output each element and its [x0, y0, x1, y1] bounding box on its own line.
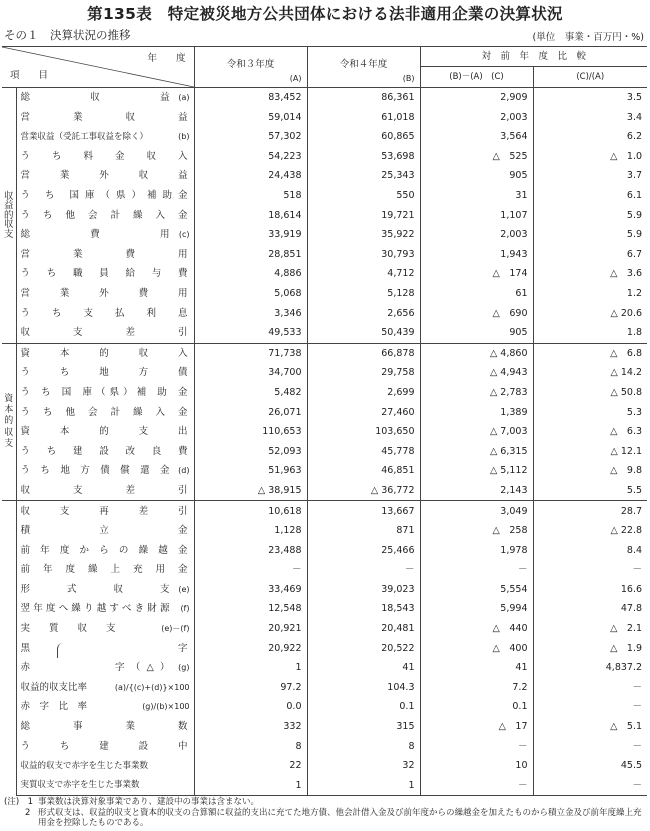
cell-r4: 30,793	[307, 245, 420, 265]
header-r3-key: (A)	[289, 74, 302, 83]
cell-diff: 2,003	[420, 108, 533, 128]
row-label-cell	[16, 481, 194, 501]
row-label-cell	[16, 206, 194, 226]
cell-ratio: 5.3	[533, 403, 647, 423]
category-label: 資本的収支	[4, 393, 14, 449]
table-row	[2, 422, 647, 442]
cell-ratio: 6.7	[533, 245, 647, 265]
cell-r4: 0.1	[307, 697, 420, 717]
cell-r3: 0.0	[194, 697, 307, 717]
row-label: う ち 地 方 債	[20, 367, 188, 379]
cell-r4: 35,922	[307, 225, 420, 245]
cell-r4: 53,698	[307, 147, 420, 167]
cell-r4: 61,018	[307, 108, 420, 128]
row-label: う ち 国 庫（県）補 助 金	[20, 386, 188, 398]
row-label-cell	[16, 639, 194, 659]
brace-mark	[57, 643, 64, 659]
cell-diff: △ 525	[420, 147, 533, 167]
cell-ratio: 5.9	[533, 225, 647, 245]
cell-diff: △ 2,783	[420, 383, 533, 403]
cell-ratio: 1.2	[533, 284, 647, 304]
row-label-key: (f)	[180, 604, 190, 614]
cell-ratio: △ 50.8	[533, 383, 647, 403]
cell-r3: 20,921	[194, 619, 307, 639]
cell-r4: 46,851	[307, 461, 420, 481]
cell-r4: △ 36,772	[307, 481, 420, 501]
cell-r4: 550	[307, 186, 420, 206]
table-row	[2, 88, 647, 108]
cell-r3: 8	[194, 737, 307, 757]
header-hikaku: 対 前 年 度 比 較	[420, 47, 647, 67]
cell-r4: 18,543	[307, 599, 420, 619]
cell-r4: 104.3	[307, 678, 420, 698]
cell-r3: 83,452	[194, 88, 307, 108]
cell-ratio: △ 5.1	[533, 717, 647, 737]
row-label-cell	[16, 88, 194, 108]
table-row	[2, 206, 647, 226]
table-row	[2, 323, 647, 343]
cell-r4: 32	[307, 756, 420, 776]
row-label-cell	[16, 127, 194, 147]
cell-diff: △ 7,003	[420, 422, 533, 442]
table-row	[2, 619, 647, 639]
cell-r3: 20,922	[194, 639, 307, 659]
row-label-key: (e)－(f)	[161, 623, 190, 633]
cell-r4: 13,667	[307, 501, 420, 521]
cell-ratio: 3.5	[533, 88, 647, 108]
table-row	[2, 678, 647, 698]
row-label-cell	[16, 678, 194, 698]
table-row	[2, 166, 647, 186]
cell-r4: 66,878	[307, 343, 420, 363]
row-label: 収 支 差 引	[20, 484, 188, 496]
row-label: う ち 支 払 利 息	[20, 307, 188, 319]
cell-ratio: 28.7	[533, 501, 647, 521]
cell-diff: △ 17	[420, 717, 533, 737]
cell-r4: 103,650	[307, 422, 420, 442]
row-label-cell	[16, 383, 194, 403]
row-label: 営 業 外 費 用	[20, 287, 188, 299]
row-label: 積 立 金	[20, 525, 188, 537]
note-1	[4, 797, 646, 808]
cell-ratio: 3.4	[533, 108, 647, 128]
cell-ratio: △ 1.0	[533, 147, 647, 167]
row-label-key: (a)	[178, 92, 190, 102]
table-row	[2, 717, 647, 737]
cell-r3: 5,482	[194, 383, 307, 403]
cell-diff: －	[420, 776, 533, 796]
cell-r3: 1,128	[194, 521, 307, 541]
cell-ratio: △ 2.1	[533, 619, 647, 639]
category-label: 収益的収支	[3, 190, 14, 240]
table-row	[2, 756, 647, 776]
row-label-cell	[16, 756, 194, 776]
cell-ratio: 47.8	[533, 599, 647, 619]
cell-r3: 1	[194, 776, 307, 796]
note-2	[4, 808, 646, 829]
cell-diff: 41	[420, 658, 533, 678]
header-r3-label: 令和３年度	[226, 59, 275, 71]
cell-r3: －	[194, 560, 307, 580]
header-ratio: (C)/(A)	[533, 67, 647, 88]
row-label-cell	[16, 737, 194, 757]
cell-ratio: △ 1.9	[533, 639, 647, 659]
table-row	[2, 264, 647, 284]
cell-diff: 10	[420, 756, 533, 776]
cell-r3: 34,700	[194, 363, 307, 383]
cell-r3: 49,533	[194, 323, 307, 343]
table-row	[2, 599, 647, 619]
row-label: 営 業 費 用	[20, 248, 188, 260]
row-label-cell	[16, 521, 194, 541]
cell-ratio: △ 6.3	[533, 422, 647, 442]
note-2-text: 形式収支は、収益的収支と資本的収支の合算額に収益的支出に充てた地方債、他会計借入金及び前年度からの繰越金を加えたものから積立金及び前年度繰上充用金を控除したものである。	[38, 807, 642, 829]
header-diff: (B)－(A) (C)	[420, 67, 533, 88]
cell-ratio: 5.9	[533, 206, 647, 226]
row-label-cell	[16, 776, 194, 796]
table-row	[2, 108, 647, 128]
table-row	[2, 521, 647, 541]
row-label: 収 支 差 引	[20, 327, 188, 339]
table-row	[2, 147, 647, 167]
cell-r3: 57,302	[194, 127, 307, 147]
cell-diff: △ 4,860	[420, 343, 533, 363]
row-label: う ち 国庫（県）補助金	[20, 190, 188, 202]
row-label: 営業収益（受託工事収益を除く）	[20, 131, 149, 142]
cell-diff: 1,978	[420, 541, 533, 561]
table-row	[2, 697, 647, 717]
table-row	[2, 304, 647, 324]
cell-diff: △ 690	[420, 304, 533, 324]
cell-diff: 1,389	[420, 403, 533, 423]
cell-diff: 7.2	[420, 678, 533, 698]
cell-ratio: －	[533, 737, 647, 757]
cell-r4: 45,778	[307, 442, 420, 462]
table-row	[2, 639, 647, 659]
row-label-cell	[16, 501, 194, 521]
cell-r3: 12,548	[194, 599, 307, 619]
table-row	[2, 245, 647, 265]
row-label: う ち 他 会 計 繰 入 金	[20, 209, 188, 221]
table-title: 第135表 特定被災地方公共団体における法非適用企業の決算状況	[87, 5, 563, 23]
row-label-cell	[16, 442, 194, 462]
row-label-cell	[16, 186, 194, 206]
cell-diff: 1,107	[420, 206, 533, 226]
cell-r4: 8	[307, 737, 420, 757]
row-label-cell	[16, 108, 194, 128]
header-row-1	[2, 47, 647, 67]
cell-r3: 5,068	[194, 284, 307, 304]
cell-ratio: △ 9.8	[533, 461, 647, 481]
table-subtitle: その１ 決算状況の推移	[4, 28, 131, 42]
cell-r3: 26,071	[194, 403, 307, 423]
cell-diff: △ 258	[420, 521, 533, 541]
cell-r3: 110,653	[194, 422, 307, 442]
cell-ratio: 6.2	[533, 127, 647, 147]
table-row	[2, 501, 647, 521]
cell-ratio: －	[533, 678, 647, 698]
cell-r4: 315	[307, 717, 420, 737]
cell-diff: －	[420, 560, 533, 580]
row-label-cell	[16, 422, 194, 442]
row-label: う ち 建 設 改 良 費	[20, 445, 188, 457]
row-label-key: (a)/{(c)+(d)}×100	[114, 682, 190, 692]
cell-r3: △ 38,915	[194, 481, 307, 501]
row-label-key: (b)	[178, 131, 190, 141]
cell-ratio: △ 22.8	[533, 521, 647, 541]
cell-r4: －	[307, 560, 420, 580]
row-label: 実 質 収 支	[20, 623, 116, 635]
header-r4-key: (B)	[402, 74, 415, 83]
cell-ratio: －	[533, 776, 647, 796]
table-row	[2, 225, 647, 245]
row-label-cell	[16, 560, 194, 580]
cell-ratio: 5.5	[533, 481, 647, 501]
cell-r4: 25,343	[307, 166, 420, 186]
row-label: 形 式 収 支	[20, 583, 170, 595]
row-label-cell	[16, 403, 194, 423]
cell-ratio: 6.1	[533, 186, 647, 206]
cell-ratio: △ 3.6	[533, 264, 647, 284]
cell-ratio: 16.6	[533, 580, 647, 600]
row-label: 営 業 収 益	[20, 111, 188, 123]
table-body	[2, 88, 647, 796]
cell-r4: 20,522	[307, 639, 420, 659]
table-row	[2, 541, 647, 561]
row-label-cell	[16, 343, 194, 363]
cell-r4: 2,699	[307, 383, 420, 403]
row-label-cell	[16, 599, 194, 619]
cell-ratio: 45.5	[533, 756, 647, 776]
cell-diff: 905	[420, 166, 533, 186]
unit-label: (単位 事業・百万円・%)	[532, 32, 644, 43]
cell-diff: －	[420, 737, 533, 757]
row-label-cell	[16, 363, 194, 383]
cell-diff: 1,943	[420, 245, 533, 265]
row-label: 収益的収支比率	[20, 681, 88, 693]
row-label: 資 本 的 支 出	[20, 426, 188, 438]
row-label: 総 収 益	[20, 92, 170, 104]
row-label-cell	[16, 304, 194, 324]
row-label-cell	[16, 580, 194, 600]
cell-diff: 61	[420, 284, 533, 304]
cell-r3: 24,438	[194, 166, 307, 186]
cell-r4: 2,656	[307, 304, 420, 324]
cell-r3: 518	[194, 186, 307, 206]
row-label-cell	[16, 461, 194, 481]
row-label: う ち 地 方 債 償 還 金	[20, 465, 170, 477]
cell-r4: 1	[307, 776, 420, 796]
row-label-key: (e)	[178, 584, 190, 594]
cell-ratio: 4,837.2	[533, 658, 647, 678]
cell-r3: 97.2	[194, 678, 307, 698]
cell-r3: 51,963	[194, 461, 307, 481]
cell-diff: △ 440	[420, 619, 533, 639]
cell-r3: 4,886	[194, 264, 307, 284]
cell-diff: △ 400	[420, 639, 533, 659]
cell-r3: 18,614	[194, 206, 307, 226]
cell-ratio: △ 20.6	[533, 304, 647, 324]
cell-r4: 19,721	[307, 206, 420, 226]
note-2-key: 2	[25, 807, 31, 818]
table-row	[2, 442, 647, 462]
row-label-cell	[16, 697, 194, 717]
row-label: 赤 字 比 率	[20, 701, 88, 713]
row-label-cell	[16, 284, 194, 304]
cell-diff: 5,994	[420, 599, 533, 619]
table-row	[2, 383, 647, 403]
cell-r3: 23,488	[194, 541, 307, 561]
row-label-key: (g)	[178, 663, 190, 673]
table-row	[2, 737, 647, 757]
row-label: 収益的収支で赤字を生じた事業数	[20, 760, 149, 771]
cell-r3: 33,919	[194, 225, 307, 245]
cell-diff: △ 5,112	[420, 461, 533, 481]
cell-diff: 31	[420, 186, 533, 206]
cell-r4: 29,758	[307, 363, 420, 383]
cell-diff: △ 174	[420, 264, 533, 284]
notes	[4, 797, 646, 829]
row-label: う ち 料 金 収 入	[20, 150, 188, 162]
cell-ratio: 3.7	[533, 166, 647, 186]
cell-ratio: 8.4	[533, 541, 647, 561]
cell-r4: 41	[307, 658, 420, 678]
cell-diff: 0.1	[420, 697, 533, 717]
cell-diff: 905	[420, 323, 533, 343]
table-row	[2, 580, 647, 600]
row-label-cell	[16, 619, 194, 639]
category-cell	[2, 343, 16, 501]
cell-ratio: －	[533, 560, 647, 580]
row-label: う ち 職 員 給 与 費	[20, 268, 188, 280]
header-r3	[194, 47, 307, 88]
table-row	[2, 403, 647, 423]
cell-r4: 5,128	[307, 284, 420, 304]
row-label-key: (g)/(b)×100	[142, 702, 190, 712]
cell-diff: 2,003	[420, 225, 533, 245]
table-row	[2, 776, 647, 796]
cell-ratio: △ 6.8	[533, 343, 647, 363]
cell-ratio: 1.8	[533, 323, 647, 343]
cell-diff: 3,049	[420, 501, 533, 521]
category-cell	[2, 88, 16, 344]
row-label-cell	[16, 323, 194, 343]
row-label: う ち 建 設 中	[20, 740, 188, 752]
table-row	[2, 284, 647, 304]
header-nendo: 年 度	[147, 53, 186, 64]
row-label-cell	[16, 166, 194, 186]
row-label-cell	[16, 147, 194, 167]
row-label-cell	[16, 541, 194, 561]
row-label: う ち 他 会 計 繰 入 金	[20, 406, 188, 418]
header-r4-label: 令和４年度	[339, 59, 388, 71]
cell-diff: 3,564	[420, 127, 533, 147]
row-label-key: (d)	[178, 466, 190, 476]
cell-r4: 50,439	[307, 323, 420, 343]
header-item-cell	[2, 47, 194, 88]
cell-diff: △ 4,943	[420, 363, 533, 383]
cell-r4: 25,466	[307, 541, 420, 561]
table-row	[2, 461, 647, 481]
cell-diff: 5,554	[420, 580, 533, 600]
category-cell	[2, 501, 16, 796]
row-label-cell	[16, 717, 194, 737]
cell-r3: 59,014	[194, 108, 307, 128]
cell-r3: 10,618	[194, 501, 307, 521]
row-label: 翌年度へ繰り越すべき財源	[20, 603, 170, 615]
table-row	[2, 363, 647, 383]
row-label: 実質収支で赤字を生じた事業数	[20, 780, 140, 791]
table-row	[2, 186, 647, 206]
cell-r4: 60,865	[307, 127, 420, 147]
row-label-cell	[16, 264, 194, 284]
table-row	[2, 127, 647, 147]
row-label: 前 年 度 か ら の 繰 越 金	[20, 544, 188, 556]
row-label: 黒 字	[20, 642, 188, 654]
cell-r4: 4,712	[307, 264, 420, 284]
cell-r3: 332	[194, 717, 307, 737]
row-label-cell	[16, 225, 194, 245]
row-label: 前 年 度 繰 上 充 用 金	[20, 564, 188, 576]
cell-r4: 86,361	[307, 88, 420, 108]
cell-r3: 3,346	[194, 304, 307, 324]
settlement-table	[2, 46, 647, 796]
row-label-cell	[16, 245, 194, 265]
cell-diff: 2,909	[420, 88, 533, 108]
cell-r3: 33,469	[194, 580, 307, 600]
note-1-text: 事業数は決算対象事業であり、建設中の事業は含まない。	[38, 797, 260, 807]
cell-r3: 28,851	[194, 245, 307, 265]
row-label: 資 本 的 収 入	[20, 347, 188, 359]
cell-r3: 1	[194, 658, 307, 678]
cell-ratio: △ 14.2	[533, 363, 647, 383]
table-row	[2, 343, 647, 363]
cell-r4: 27,460	[307, 403, 420, 423]
row-label-key: (c)	[178, 229, 190, 239]
table-row	[2, 481, 647, 501]
header-r4	[307, 47, 420, 88]
table-row	[2, 658, 647, 678]
cell-r4: 871	[307, 521, 420, 541]
row-label: 総 事 業 数	[20, 721, 188, 733]
note-1-key: 1	[27, 797, 34, 807]
cell-r3: 54,223	[194, 147, 307, 167]
row-label: 営 業 外 収 益	[20, 170, 188, 182]
header-komoku: 項 目	[10, 69, 49, 81]
row-label: 総 費 用	[20, 229, 170, 241]
cell-r3: 52,093	[194, 442, 307, 462]
cell-diff: △ 6,315	[420, 442, 533, 462]
cell-r4: 39,023	[307, 580, 420, 600]
cell-ratio: △ 12.1	[533, 442, 647, 462]
cell-r3: 71,738	[194, 343, 307, 363]
cell-diff: 2,143	[420, 481, 533, 501]
cell-ratio: －	[533, 697, 647, 717]
cell-r3: 22	[194, 756, 307, 776]
notes-head: (注)	[4, 797, 20, 807]
row-label: 赤 字（△）	[20, 662, 170, 674]
table-row	[2, 560, 647, 580]
row-label-cell	[16, 658, 194, 678]
cell-r4: 20,481	[307, 619, 420, 639]
row-label: 収 支 再 差 引	[20, 505, 188, 517]
